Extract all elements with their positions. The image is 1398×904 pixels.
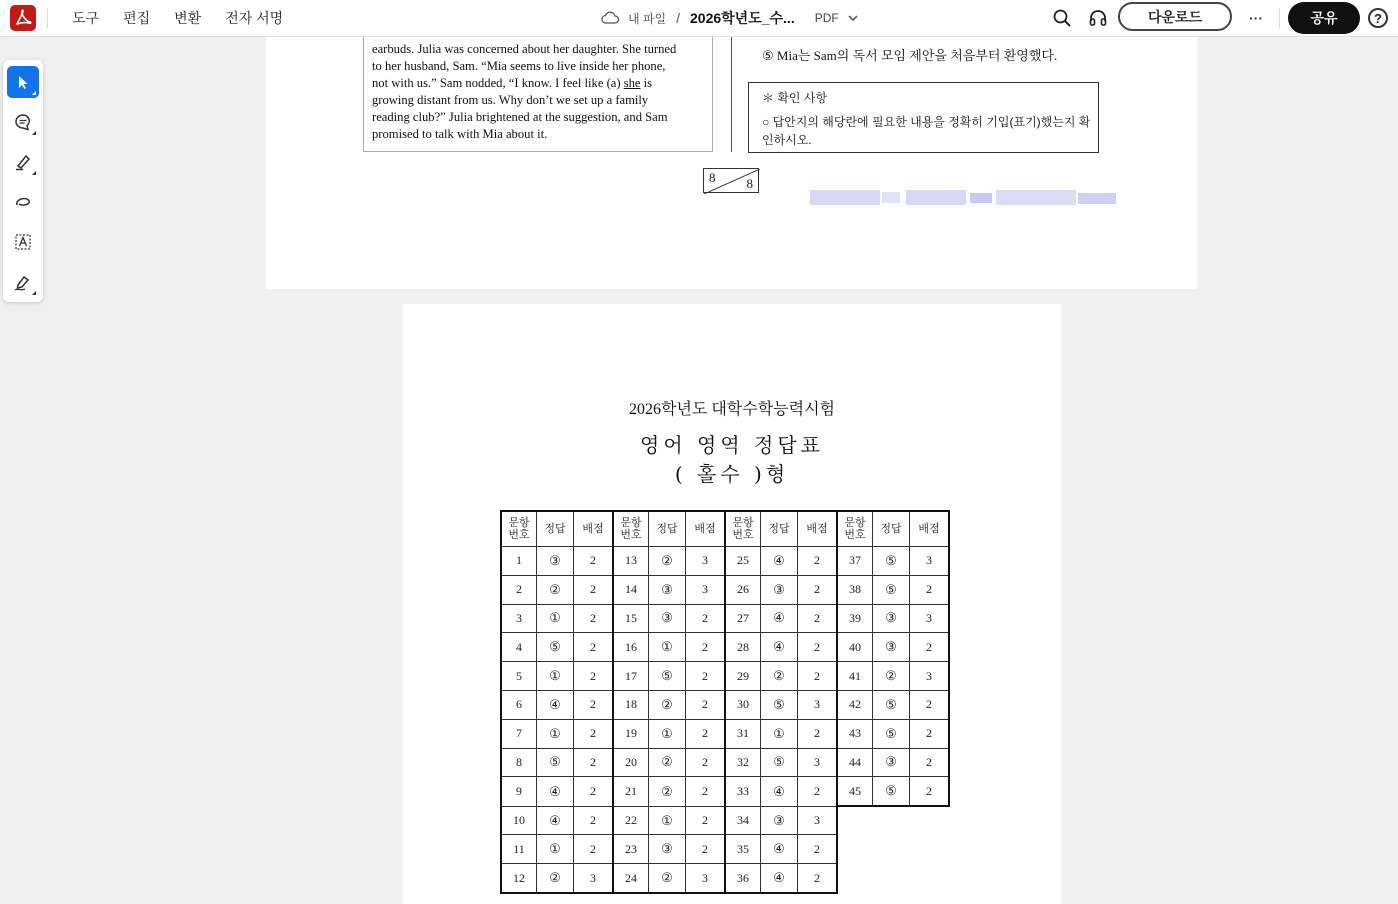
answer-cell: ② <box>537 864 574 893</box>
table-row <box>501 662 949 691</box>
highlight-pen-icon <box>13 152 33 172</box>
table-row <box>501 864 949 893</box>
question-number-cell: 12 <box>501 864 537 893</box>
answer-cell: ④ <box>761 547 798 576</box>
column-header: 정답 <box>873 511 910 547</box>
points-cell: 2 <box>798 604 838 633</box>
text-box-icon <box>13 232 33 252</box>
answer-cell: ③ <box>649 835 686 864</box>
question-number-cell: 7 <box>501 719 537 748</box>
sign-icon <box>13 272 33 292</box>
points-cell: 2 <box>798 835 838 864</box>
question-number-cell: 45 <box>837 777 873 806</box>
points-cell: 2 <box>574 662 614 691</box>
question-number-cell: 44 <box>837 748 873 777</box>
points-cell: 2 <box>574 777 614 806</box>
passage-line: promised to talk with Mia about it. <box>372 127 548 141</box>
answer-cell: ③ <box>649 575 686 604</box>
question-number-cell: 4 <box>501 633 537 662</box>
question-number-cell: 43 <box>837 719 873 748</box>
total-pages: 8 <box>746 176 753 191</box>
question-number-cell: 6 <box>501 690 537 719</box>
headphones-icon[interactable] <box>1086 6 1110 30</box>
points-cell: 2 <box>686 690 726 719</box>
menu-e-sign[interactable]: 전자 서명 <box>225 10 284 26</box>
question-number-cell: 18 <box>613 690 649 719</box>
answer-cell: ② <box>649 864 686 893</box>
page-number: 8 <box>709 170 716 185</box>
question-number-cell: 41 <box>837 662 873 691</box>
question-number-cell: 8 <box>501 748 537 777</box>
cloud-icon <box>600 11 620 25</box>
empty-cell <box>837 806 873 835</box>
passage-line: reading club?” Julia brightened at the suggestion, and Sam <box>372 110 668 124</box>
points-cell: 3 <box>798 690 838 719</box>
column-header: 배점 <box>574 511 614 547</box>
select-icon <box>15 74 31 90</box>
answer-cell: ② <box>649 690 686 719</box>
more-options-icon[interactable]: ··· <box>1249 10 1263 26</box>
answer-cell: ① <box>537 719 574 748</box>
menu-edit[interactable]: 편집 <box>123 10 151 26</box>
question-number-cell: 10 <box>501 806 537 835</box>
file-name[interactable]: 2026학년도_수... <box>690 10 795 26</box>
column-header: 정답 <box>537 511 574 547</box>
page-number-box <box>703 168 759 193</box>
answer-cell: ② <box>649 748 686 777</box>
answer-cell: ④ <box>537 806 574 835</box>
answer-cell: ① <box>649 719 686 748</box>
points-cell: 2 <box>910 690 950 719</box>
column-header: 배점 <box>910 511 950 547</box>
column-header: 문항 번호 <box>837 511 873 547</box>
points-cell: 2 <box>686 719 726 748</box>
answer-cell: ① <box>649 633 686 662</box>
answer-cell: ③ <box>873 604 910 633</box>
draw-icon <box>13 192 33 212</box>
points-cell: 2 <box>686 604 726 633</box>
points-cell: 3 <box>686 547 726 576</box>
answer-cell: ④ <box>761 604 798 633</box>
download-button[interactable]: 다운로드 <box>1118 2 1232 31</box>
points-cell: 2 <box>686 662 726 691</box>
answer-cell: ① <box>537 835 574 864</box>
points-cell: 2 <box>910 777 950 806</box>
answer-cell: ① <box>761 719 798 748</box>
passage-line: not with us.” Sam nodded, “I know. I feel like (a) she is <box>372 76 653 90</box>
question-number-cell: 23 <box>613 835 649 864</box>
answer-cell: ③ <box>761 575 798 604</box>
answer-cell: ⑤ <box>873 547 910 576</box>
points-cell: 2 <box>574 719 614 748</box>
answer-cell: ⑤ <box>537 633 574 662</box>
column-header: 문항 번호 <box>725 511 761 547</box>
question-number-cell: 32 <box>725 748 761 777</box>
help-icon[interactable]: ? <box>1368 8 1388 28</box>
points-cell: 2 <box>798 662 838 691</box>
question-number-cell: 42 <box>837 690 873 719</box>
points-cell: 3 <box>798 748 838 777</box>
answer-cell: ④ <box>761 633 798 662</box>
answer-cell: ① <box>649 806 686 835</box>
top-toolbar <box>0 0 1398 37</box>
table-row <box>501 547 949 576</box>
points-cell: 2 <box>798 719 838 748</box>
column-header: 정답 <box>649 511 686 547</box>
question-number-cell: 5 <box>501 662 537 691</box>
empty-cell <box>910 806 950 835</box>
column-header: 문항 번호 <box>613 511 649 547</box>
answer-cell: ② <box>873 662 910 691</box>
draw-tool-button[interactable] <box>7 186 39 218</box>
answer-option-5: ⑤ Mia는 Sam의 독서 모임 제안을 처음부터 환영했다. <box>762 48 1058 63</box>
points-cell: 2 <box>574 748 614 777</box>
points-cell: 2 <box>574 633 614 662</box>
points-cell: 3 <box>910 662 950 691</box>
empty-cell <box>873 864 910 893</box>
pdf-page-answer-key <box>403 304 1061 904</box>
answer-cell: ② <box>649 777 686 806</box>
question-number-cell: 31 <box>725 719 761 748</box>
answer-cell: ③ <box>537 547 574 576</box>
main-menu <box>72 0 283 36</box>
answer-cell: ⑤ <box>873 690 910 719</box>
points-cell: 2 <box>910 719 950 748</box>
empty-cell <box>873 806 910 835</box>
exam-type-title: ( 홀수 )형 <box>674 462 790 486</box>
empty-cell <box>873 835 910 864</box>
points-cell: 3 <box>910 604 950 633</box>
question-number-cell: 28 <box>725 633 761 662</box>
answer-cell: ② <box>649 547 686 576</box>
breadcrumb-separator: / <box>676 10 681 26</box>
file-type-label: PDF <box>814 11 839 25</box>
question-number-cell: 21 <box>613 777 649 806</box>
points-cell: 3 <box>798 806 838 835</box>
empty-cell <box>837 835 873 864</box>
points-cell: 2 <box>910 748 950 777</box>
answer-table <box>500 510 950 894</box>
points-cell: 2 <box>686 748 726 777</box>
add-text-tool-button[interactable] <box>7 226 39 258</box>
answer-cell: ④ <box>761 777 798 806</box>
empty-cell <box>910 835 950 864</box>
menu-convert[interactable]: 변환 <box>174 10 202 26</box>
answer-cell: ⑤ <box>873 777 910 806</box>
question-number-cell: 40 <box>837 633 873 662</box>
question-number-cell: 3 <box>501 604 537 633</box>
acrobat-logo-icon[interactable] <box>10 5 36 31</box>
points-cell: 3 <box>574 864 614 893</box>
points-cell: 2 <box>798 777 838 806</box>
question-number-cell: 29 <box>725 662 761 691</box>
table-row <box>501 806 949 835</box>
question-number-cell: 35 <box>725 835 761 864</box>
points-cell: 2 <box>686 777 726 806</box>
points-cell: 2 <box>798 864 838 893</box>
answer-key-title: 영어 영역 정답표 <box>640 433 824 457</box>
question-number-cell: 24 <box>613 864 649 893</box>
check-notice-box <box>748 82 1099 153</box>
passage-line: growing distant from us. Why don’t we set up a family <box>372 93 649 107</box>
breadcrumb-my-files[interactable]: 내 파일 <box>628 11 667 26</box>
table-row <box>501 633 949 662</box>
points-cell: 2 <box>574 547 614 576</box>
toolbar-divider <box>1279 8 1280 28</box>
points-cell: 2 <box>910 575 950 604</box>
notice-title: ＊ 확인 사항 <box>762 91 828 105</box>
breadcrumb <box>600 0 859 36</box>
answer-cell: ② <box>761 662 798 691</box>
answer-cell: ③ <box>873 633 910 662</box>
answer-cell: ⑤ <box>873 575 910 604</box>
answer-cell: ② <box>537 575 574 604</box>
points-cell: 3 <box>686 864 726 893</box>
points-cell: 2 <box>910 633 950 662</box>
question-number-cell: 33 <box>725 777 761 806</box>
points-cell: 2 <box>574 690 614 719</box>
answer-cell: ① <box>537 604 574 633</box>
sign-tool-button[interactable] <box>7 266 39 298</box>
points-cell: 2 <box>686 633 726 662</box>
redacted-text-blur <box>810 188 1116 207</box>
column-divider <box>731 36 732 152</box>
points-cell: 2 <box>798 633 838 662</box>
underlined-word: she <box>623 76 641 90</box>
question-number-cell: 2 <box>501 575 537 604</box>
chevron-down-icon[interactable] <box>847 12 859 24</box>
question-number-cell: 1 <box>501 547 537 576</box>
question-number-cell: 22 <box>613 806 649 835</box>
table-header-row <box>501 511 949 547</box>
select-tool-button[interactable] <box>7 66 39 98</box>
comment-tool-button[interactable] <box>7 106 39 138</box>
quick-tools-panel <box>3 60 43 302</box>
question-number-cell: 11 <box>501 835 537 864</box>
points-cell: 2 <box>574 806 614 835</box>
search-icon[interactable] <box>1050 6 1074 30</box>
question-number-cell: 9 <box>501 777 537 806</box>
table-row <box>501 835 949 864</box>
answer-cell: ⑤ <box>761 748 798 777</box>
question-number-cell: 26 <box>725 575 761 604</box>
question-number-cell: 16 <box>613 633 649 662</box>
comment-icon <box>13 112 33 132</box>
answer-table-container <box>500 510 950 894</box>
passage-line: earbuds. Julia was concerned about her daughter. She turned <box>372 42 677 56</box>
question-number-cell: 25 <box>725 547 761 576</box>
question-number-cell: 13 <box>613 547 649 576</box>
answer-cell: ⑤ <box>761 690 798 719</box>
column-header: 배점 <box>686 511 726 547</box>
points-cell: 2 <box>798 575 838 604</box>
question-number-cell: 36 <box>725 864 761 893</box>
question-number-cell: 20 <box>613 748 649 777</box>
answer-cell: ④ <box>537 777 574 806</box>
answer-cell: ⑤ <box>537 748 574 777</box>
empty-cell <box>910 864 950 893</box>
question-number-cell: 30 <box>725 690 761 719</box>
points-cell: 2 <box>574 575 614 604</box>
exam-subtitle: 2026학년도 대학수학능력시험 <box>628 401 836 418</box>
answer-cell: ⑤ <box>873 719 910 748</box>
points-cell: 2 <box>574 835 614 864</box>
question-number-cell: 14 <box>613 575 649 604</box>
points-cell: 3 <box>686 575 726 604</box>
column-header: 정답 <box>761 511 798 547</box>
answer-cell: ⑤ <box>649 662 686 691</box>
answer-cell: ③ <box>649 604 686 633</box>
table-row <box>501 777 949 806</box>
table-row <box>501 690 949 719</box>
empty-cell <box>837 864 873 893</box>
table-row <box>501 719 949 748</box>
question-number-cell: 38 <box>837 575 873 604</box>
column-header: 문항 번호 <box>501 511 537 547</box>
question-number-cell: 27 <box>725 604 761 633</box>
question-number-cell: 37 <box>837 547 873 576</box>
points-cell: 2 <box>686 835 726 864</box>
answer-cell: ④ <box>537 690 574 719</box>
question-number-cell: 17 <box>613 662 649 691</box>
question-number-cell: 34 <box>725 806 761 835</box>
share-button[interactable]: 공유 <box>1288 2 1360 34</box>
answer-cell: ③ <box>761 806 798 835</box>
question-number-cell: 39 <box>837 604 873 633</box>
table-row <box>501 575 949 604</box>
answer-cell: ① <box>537 662 574 691</box>
pdf-page-8 <box>266 36 1197 289</box>
table-row <box>501 748 949 777</box>
passage-line: to her husband, Sam. “Mia seems to live inside her phone, <box>372 59 666 73</box>
menu-tools[interactable]: 도구 <box>72 10 100 26</box>
points-cell: 2 <box>574 604 614 633</box>
notice-body: ○ 답안지의 해당란에 필요한 내용을 정확히 기입(표기)했는지 확인하시오. <box>762 115 1091 147</box>
toolbar-divider <box>47 8 48 28</box>
question-number-cell: 15 <box>613 604 649 633</box>
answer-cell: ④ <box>761 864 798 893</box>
question-number-cell: 19 <box>613 719 649 748</box>
answer-cell: ③ <box>873 748 910 777</box>
highlight-tool-button[interactable] <box>7 146 39 178</box>
reading-passage <box>363 36 713 152</box>
column-header: 배점 <box>798 511 838 547</box>
points-cell: 2 <box>686 806 726 835</box>
points-cell: 3 <box>910 547 950 576</box>
answer-cell: ④ <box>761 835 798 864</box>
table-row <box>501 604 949 633</box>
points-cell: 2 <box>798 547 838 576</box>
